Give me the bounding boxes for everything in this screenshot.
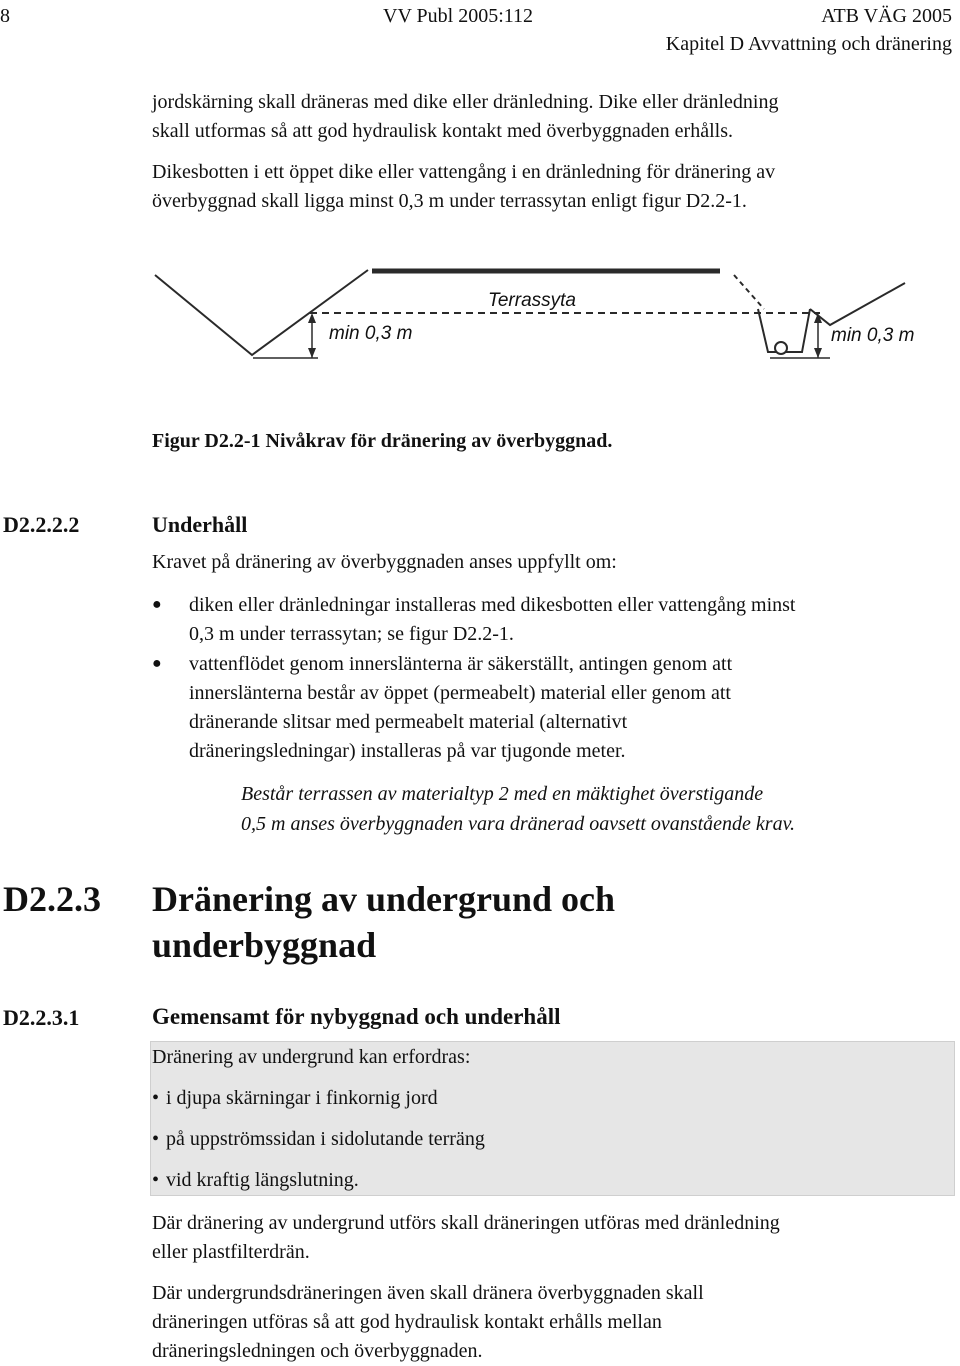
publication-id: VV Publ 2005:112 [383,5,534,27]
section-title: Underhåll [152,512,248,537]
box-list-item [152,1127,485,1151]
text-line: skall utformas så att god hydraulisk kontakt med överbyggnaden erhålls. [152,120,733,142]
text-line: dränerande slitsar med permeabelt material (alternativt [189,711,628,733]
bullet-icon: • [152,1169,160,1191]
paragraph [152,1279,952,1366]
chapter-section-number: D2.2.3 [3,879,101,919]
right-ditch-outline [810,283,905,325]
text-line: innerslänterna består av öppet (permeabelt) material eller genom att [189,682,731,704]
standard-name: ATB VÄG 2005 [821,5,952,27]
text-line: jordskärning skall dräneras med dike eller dränledning. Dike eller dränledning [152,91,779,113]
text-line: Består terrassen av materialtyp 2 med en mäktighet överstigande [241,783,764,805]
title-line: Dränering av undergrund och [152,879,616,919]
left-min-depth-label: min 0,3 m [329,323,413,344]
text-line: eller plastfilterdrän. [152,1241,310,1263]
intro-paragraph-2 [152,158,952,216]
section-intro: Kravet på dränering av överbyggnaden anses uppfyllt om: [152,551,617,573]
list-item [189,591,959,649]
box-list-text: i djupa skärningar i finkornig jord [166,1087,438,1109]
right-slope-dashed [734,275,764,309]
title-line: underbyggnad [152,925,377,965]
right-arrow-down [814,348,822,358]
text-line: Där dränering av undergrund utförs skall dräneringen utföras med dränledning [152,1212,780,1234]
drain-pipe-icon [775,342,787,354]
text-line: Dikesbotten i ett öppet dike eller vattengång i en dränledning för dränering av [152,161,776,183]
text-line: Där undergrundsdräneringen även skall dränera överbyggnaden skall [152,1282,704,1304]
text-line: 0,5 m anses överbyggnaden vara dränerad oavsett ovanstående krav. [241,813,795,835]
bullet-icon: ● [152,655,162,672]
drainage-cross-section-figure [0,255,960,375]
paragraph [152,1209,952,1267]
subsection-title: Gemensamt för nybyggnad och underhåll [152,1004,561,1029]
chapter-section-title [152,876,615,968]
bullet-icon: • [152,1128,160,1150]
terrace-label: Terrassyta [488,290,576,311]
intro-paragraph-1 [152,88,952,146]
text-line: dräneringsledningar) installeras på var tjugonde meter. [189,740,626,762]
text-line: överbyggnad skall ligga minst 0,3 m under terrassytan enligt figur D2.2-1. [152,190,747,212]
section-number: D2.2.2.2 [3,512,80,537]
chapter-title: Kapitel D Avvattning och dränering [665,33,952,55]
left-arrow-down [308,348,316,358]
right-min-depth-label: min 0,3 m [831,325,915,346]
text-line: dräneringsledningen och överbyggnaden. [152,1340,483,1362]
text-line: vattenflödet genom innerslänterna är säkerställt, antingen genom att [189,653,733,675]
page-number: 8 [0,5,10,27]
box-list-text: på uppströmssidan i sidolutande terräng [166,1128,485,1150]
subsection-number: D2.2.3.1 [3,1005,80,1030]
exception-note [241,779,795,839]
left-arrow-up [308,313,316,323]
box-intro: Dränering av undergrund kan erfordras: [152,1046,471,1068]
text-line: dräneringen utföras så att god hydraulisk kontakt erhålls mellan [152,1311,662,1333]
box-list-item [152,1168,359,1192]
figure-caption: Figur D2.2-1 Nivåkrav för dränering av överbyggnad. [152,430,613,452]
bullet-icon: ● [152,596,162,613]
text-line: 0,3 m under terrassytan; se figur D2.2-1. [189,623,514,645]
text-line: diken eller dränledningar installeras med dikesbotten eller vattengång minst [189,594,796,616]
box-list-text: vid kraftig längslutning. [166,1169,359,1191]
list-item [189,650,959,766]
box-list-item [152,1086,438,1110]
bullet-icon: • [152,1087,160,1109]
